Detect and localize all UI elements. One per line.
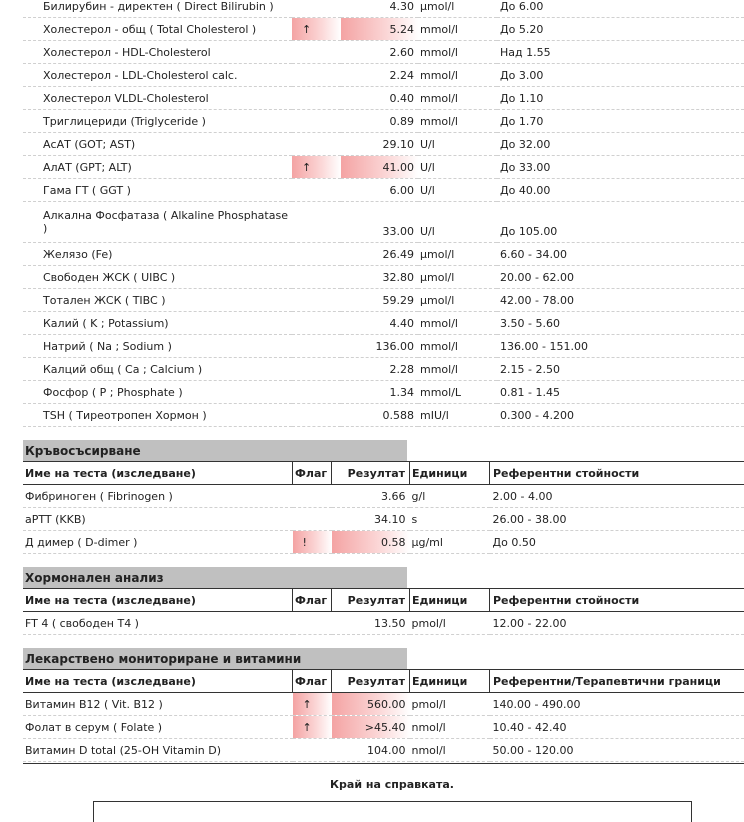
biochemistry-table bbox=[23, 0, 744, 427]
flag-cell bbox=[292, 41, 341, 64]
test-name: Натрий ( Na ; Sodium ) bbox=[23, 335, 292, 358]
flag-cell bbox=[292, 266, 341, 289]
header-test-name: Име на теста (изследване) bbox=[23, 670, 293, 693]
table-row bbox=[23, 266, 744, 289]
reference-range: 26.00 - 38.00 bbox=[490, 508, 744, 531]
reference-range: 0.300 - 4.200 bbox=[497, 404, 744, 427]
header-reference: Референтни/Терапевтични граници bbox=[490, 670, 744, 693]
flag-cell: ↑ bbox=[292, 156, 341, 179]
section-table bbox=[23, 669, 744, 762]
test-name: Желязо (Fe) bbox=[23, 243, 292, 266]
test-name: Холестерол - общ ( Total Cholesterol ) bbox=[23, 18, 292, 41]
unit-cell: U/l bbox=[418, 133, 497, 156]
header-result: Резултат bbox=[332, 589, 410, 612]
test-name: Фибриноген ( Fibrinogen ) bbox=[23, 485, 293, 508]
flag-cell bbox=[293, 739, 332, 762]
result-value: 2.28 bbox=[341, 358, 418, 381]
reference-range: 0.81 - 1.45 bbox=[497, 381, 744, 404]
test-name: Фосфор ( P ; Phosphate ) bbox=[23, 381, 292, 404]
result-value: 3.66 bbox=[332, 485, 410, 508]
result-value: 59.29 bbox=[341, 289, 418, 312]
test-name: Холестерол - HDL-Cholesterol bbox=[23, 41, 292, 64]
reference-range: До 40.00 bbox=[497, 179, 744, 202]
flag-cell: ! bbox=[293, 531, 332, 554]
result-value: 26.49 bbox=[341, 243, 418, 266]
test-name: TSH ( Тиреотропен Хормон ) bbox=[23, 404, 292, 427]
table-row bbox=[23, 179, 744, 202]
test-name: Алкална Фосфатаза ( Alkaline Phosphatase ) bbox=[23, 202, 292, 243]
table-row bbox=[23, 0, 744, 18]
flag-cell bbox=[293, 508, 332, 531]
header-flag: Флаг bbox=[293, 589, 332, 612]
result-value: 4.40 bbox=[341, 312, 418, 335]
test-name: Витамин B12 ( Vit. B12 ) bbox=[23, 693, 293, 716]
result-value: 1.34 bbox=[341, 381, 418, 404]
result-value: 104.00 bbox=[332, 739, 410, 762]
section-title: Хормонален анализ bbox=[23, 567, 407, 588]
test-name: Билирубин - директен ( Direct Bilirubin ) bbox=[23, 0, 292, 18]
unit-cell: g/l bbox=[410, 485, 490, 508]
reference-range: 136.00 - 151.00 bbox=[497, 335, 744, 358]
reference-range: До 0.50 bbox=[490, 531, 744, 554]
section-table bbox=[23, 461, 744, 554]
reference-range: До 5.20 bbox=[497, 18, 744, 41]
footer-divider bbox=[23, 763, 744, 764]
footer-box bbox=[93, 801, 692, 822]
unit-cell: mmol/l bbox=[418, 312, 497, 335]
unit-cell: pmol/l bbox=[410, 693, 490, 716]
reference-range: 20.00 - 62.00 bbox=[497, 266, 744, 289]
header-result: Резултат bbox=[332, 462, 410, 485]
table-row bbox=[23, 335, 744, 358]
result-value: 2.24 bbox=[341, 64, 418, 87]
test-name: Гама ГТ ( GGT ) bbox=[23, 179, 292, 202]
flag-cell bbox=[292, 312, 341, 335]
unit-cell: s bbox=[410, 508, 490, 531]
result-value: 0.58 bbox=[332, 531, 410, 554]
flag-cell bbox=[292, 64, 341, 87]
reference-range: До 1.70 bbox=[497, 110, 744, 133]
table-row bbox=[23, 693, 744, 716]
test-name: Калий ( K ; Potassium) bbox=[23, 312, 292, 335]
table-row bbox=[23, 312, 744, 335]
section-table bbox=[23, 588, 744, 635]
table-row bbox=[23, 133, 744, 156]
table-row bbox=[23, 404, 744, 427]
unit-cell: µmol/l bbox=[418, 0, 497, 18]
unit-cell: mmol/l bbox=[418, 18, 497, 41]
flag-cell bbox=[293, 485, 332, 508]
result-value: 0.40 bbox=[341, 87, 418, 110]
table-row bbox=[23, 289, 744, 312]
unit-cell: µmol/l bbox=[418, 243, 497, 266]
unit-cell: mmol/l bbox=[418, 358, 497, 381]
reference-range: 50.00 - 120.00 bbox=[490, 739, 744, 762]
reference-range: 140.00 - 490.00 bbox=[490, 693, 744, 716]
table-row bbox=[23, 485, 744, 508]
table-row bbox=[23, 110, 744, 133]
test-name: АлАТ (GPT; ALT) bbox=[23, 156, 292, 179]
header-unit: Единици bbox=[410, 670, 490, 693]
reference-range: До 33.00 bbox=[497, 156, 744, 179]
table-row bbox=[23, 156, 744, 179]
flag-cell bbox=[292, 110, 341, 133]
reference-range: До 1.10 bbox=[497, 87, 744, 110]
table-row bbox=[23, 531, 744, 554]
flag-cell bbox=[292, 289, 341, 312]
unit-cell: U/l bbox=[418, 202, 497, 243]
test-name: Витамин D total (25-OH Vitamin D) bbox=[23, 739, 293, 762]
unit-cell: pmol/l bbox=[410, 612, 490, 635]
test-name: Фолат в серум ( Folate ) bbox=[23, 716, 293, 739]
flag-cell bbox=[292, 0, 341, 18]
test-name: FT 4 ( свободен T4 ) bbox=[23, 612, 293, 635]
test-name: Калций общ ( Ca ; Calcium ) bbox=[23, 358, 292, 381]
table-row bbox=[23, 381, 744, 404]
result-value: 32.80 bbox=[341, 266, 418, 289]
unit-cell: mmol/l bbox=[418, 110, 497, 133]
flag-cell bbox=[292, 179, 341, 202]
result-value: 136.00 bbox=[341, 335, 418, 358]
result-value: 0.89 bbox=[341, 110, 418, 133]
flag-cell bbox=[292, 335, 341, 358]
unit-cell: U/l bbox=[418, 179, 497, 202]
unit-cell: mmol/l bbox=[418, 335, 497, 358]
section bbox=[23, 567, 744, 635]
unit-cell: nmol/l bbox=[410, 716, 490, 739]
flag-cell: ↑ bbox=[292, 18, 341, 41]
result-value: 29.10 bbox=[341, 133, 418, 156]
unit-cell: mmol/L bbox=[418, 381, 497, 404]
test-name: Холестерол VLDL-Cholesterol bbox=[23, 87, 292, 110]
flag-cell bbox=[292, 358, 341, 381]
header-flag: Флаг bbox=[293, 670, 332, 693]
unit-cell: mmol/l bbox=[418, 64, 497, 87]
unit-cell: nmol/l bbox=[410, 739, 490, 762]
table-row bbox=[23, 64, 744, 87]
section bbox=[23, 440, 744, 554]
flag-cell: ↑ bbox=[293, 716, 332, 739]
flag-cell: ↑ bbox=[293, 693, 332, 716]
table-row bbox=[23, 18, 744, 41]
flag-cell bbox=[292, 202, 341, 243]
result-value: 560.00 bbox=[332, 693, 410, 716]
table-row bbox=[23, 508, 744, 531]
reference-range: 42.00 - 78.00 bbox=[497, 289, 744, 312]
result-value: >45.40 bbox=[332, 716, 410, 739]
header-reference: Референтни стойности bbox=[490, 589, 744, 612]
result-value: 6.00 bbox=[341, 179, 418, 202]
unit-cell: µg/ml bbox=[410, 531, 490, 554]
table-header-row bbox=[23, 670, 744, 693]
header-flag: Флаг bbox=[293, 462, 332, 485]
test-name: Тотален ЖСК ( TIBC ) bbox=[23, 289, 292, 312]
result-value: 34.10 bbox=[332, 508, 410, 531]
table-row bbox=[23, 358, 744, 381]
table-row bbox=[23, 612, 744, 635]
unit-cell: mmol/l bbox=[418, 41, 497, 64]
section-title: Кръвосъсирване bbox=[23, 440, 407, 461]
reference-range: 10.40 - 42.40 bbox=[490, 716, 744, 739]
reference-range: Над 1.55 bbox=[497, 41, 744, 64]
reference-range: 2.00 - 4.00 bbox=[490, 485, 744, 508]
result-value: 41.00 bbox=[341, 156, 418, 179]
header-reference: Референтни стойности bbox=[490, 462, 744, 485]
header-result: Резултат bbox=[332, 670, 410, 693]
header-test-name: Име на теста (изследване) bbox=[23, 462, 293, 485]
unit-cell: mmol/l bbox=[418, 87, 497, 110]
unit-cell: µmol/l bbox=[418, 266, 497, 289]
result-value: 13.50 bbox=[332, 612, 410, 635]
reference-range: 12.00 - 22.00 bbox=[490, 612, 744, 635]
reference-range: До 6.00 bbox=[497, 0, 744, 18]
table-row bbox=[23, 41, 744, 64]
table-header-row bbox=[23, 589, 744, 612]
header-test-name: Име на теста (изследване) bbox=[23, 589, 293, 612]
table-row bbox=[23, 87, 744, 110]
header-unit: Единици bbox=[410, 589, 490, 612]
footer-text: Край на справката. bbox=[0, 778, 744, 791]
result-value: 33.00 bbox=[341, 202, 418, 243]
flag-cell bbox=[292, 133, 341, 156]
unit-cell: µmol/l bbox=[418, 289, 497, 312]
result-value: 5.24 bbox=[341, 18, 418, 41]
test-name: Д димер ( D-dimer ) bbox=[23, 531, 293, 554]
test-name: aPTT (KKB) bbox=[23, 508, 293, 531]
reference-range: До 3.00 bbox=[497, 64, 744, 87]
flag-cell bbox=[292, 381, 341, 404]
flag-cell bbox=[292, 243, 341, 266]
reference-range: 3.50 - 5.60 bbox=[497, 312, 744, 335]
test-name: АсАТ (GOT; AST) bbox=[23, 133, 292, 156]
flag-cell bbox=[292, 404, 341, 427]
test-name: Триглицериди (Triglyceride ) bbox=[23, 110, 292, 133]
report-content bbox=[23, 0, 744, 762]
table-row bbox=[23, 716, 744, 739]
table-row bbox=[23, 202, 744, 243]
result-value: 2.60 bbox=[341, 41, 418, 64]
table-row bbox=[23, 739, 744, 762]
unit-cell: U/l bbox=[418, 156, 497, 179]
reference-range: До 32.00 bbox=[497, 133, 744, 156]
flag-cell bbox=[293, 612, 332, 635]
flag-cell bbox=[292, 87, 341, 110]
reference-range: 2.15 - 2.50 bbox=[497, 358, 744, 381]
section bbox=[23, 648, 744, 762]
result-value: 0.588 bbox=[341, 404, 418, 427]
table-header-row bbox=[23, 462, 744, 485]
table-row bbox=[23, 243, 744, 266]
unit-cell: mIU/l bbox=[418, 404, 497, 427]
reference-range: 6.60 - 34.00 bbox=[497, 243, 744, 266]
reference-range: До 105.00 bbox=[497, 202, 744, 243]
test-name: Свободен ЖСК ( UIBC ) bbox=[23, 266, 292, 289]
section-title: Лекарствено мониториране и витамини bbox=[23, 648, 407, 669]
result-value: 4.30 bbox=[341, 0, 418, 18]
header-unit: Единици bbox=[410, 462, 490, 485]
test-name: Холестерол - LDL-Cholesterol calc. bbox=[23, 64, 292, 87]
